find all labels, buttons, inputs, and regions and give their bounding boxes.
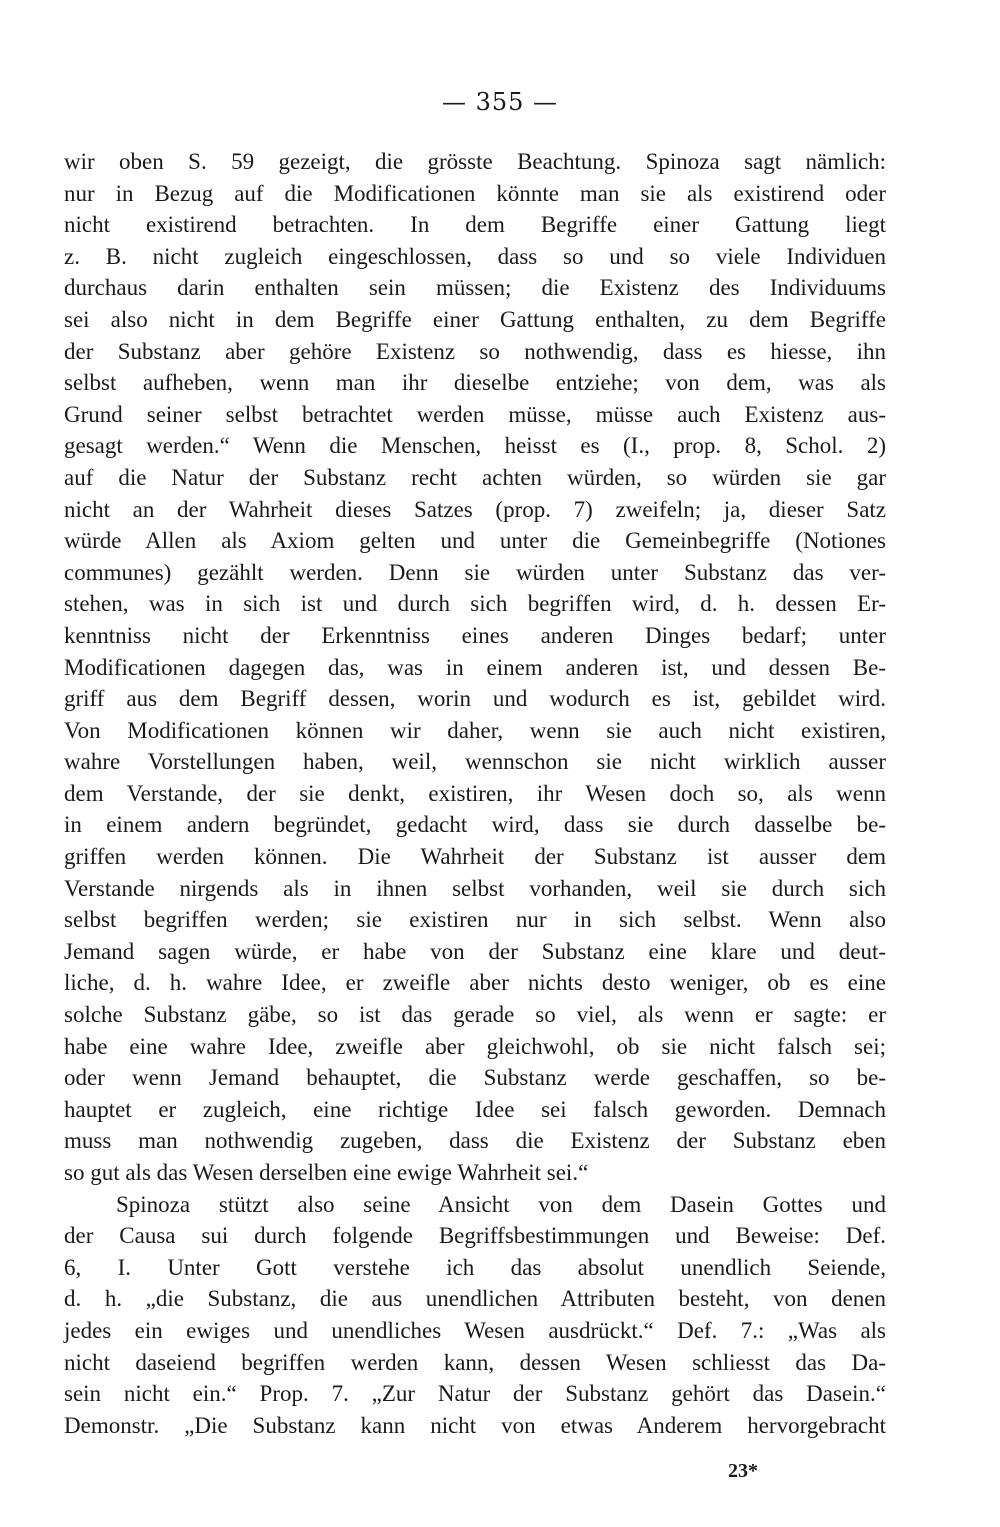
text-line: z. B. nicht zugleich eingeschlossen, dass so und so viele Individuen: [64, 243, 886, 269]
text-line: nicht an der Wahrheit dieses Satzes (prop. 7) zweifeln; ja, dieser Satz: [64, 496, 886, 522]
text-line: wir oben S. 59 gezeigt, die grösste Beachtung. Spinoza sagt nämlich:: [64, 149, 886, 174]
page-number: — 355 —: [441, 88, 559, 116]
text-line: 6, I. Unter Gott verstehe ich das absolut unendlich Seiende,: [64, 1254, 886, 1280]
text-line: oder wenn Jemand behauptet, die Substanz werde geschaffen, so be-: [64, 1065, 886, 1091]
text-line: Verstande nirgends als in ihnen selbst vorhanden, weil sie durch sich: [64, 875, 886, 901]
text-line: würde Allen als Axiom gelten und unter die Gemeinbegriffe (Notiones: [64, 528, 886, 554]
text-line: hauptet er zugleich, eine richtige Idee sei falsch geworden. Demnach: [64, 1096, 886, 1122]
text-line: durchaus darin enthalten sein müssen; die Existenz des Individuums: [64, 275, 886, 301]
text-line-paragraph-end: so gut als das Wesen derselben eine ewige Wahrheit sei.“: [64, 1160, 589, 1185]
page-body-text: [64, 146, 886, 1441]
text-line: sein nicht ein.“ Prop. 7. „Zur Natur der Substanz gehört das Dasein.“: [64, 1381, 886, 1407]
text-line: solche Substanz gäbe, so ist das gerade so viel, als wenn er sagte: er: [64, 1002, 886, 1028]
text-line: sei also nicht in dem Begriffe einer Gattung enthalten, zu dem Begriffe: [64, 306, 886, 332]
text-line: Von Modificationen können wir daher, wenn sie auch nicht existiren,: [64, 717, 886, 743]
text-line: Grund seiner selbst betrachtet werden müsse, müsse auch Existenz aus-: [64, 401, 886, 427]
text-line: griffen werden können. Die Wahrheit der Substanz ist ausser dem: [64, 844, 886, 870]
text-line: der Substanz aber gehöre Existenz so nothwendig, dass es hiesse, ihn: [64, 338, 886, 364]
text-line: selbst begriffen werden; sie existiren nur in sich selbst. Wenn also: [64, 907, 886, 933]
text-line: gesagt werden.“ Wenn die Menschen, heisst es (I., prop. 8, Schol. 2): [64, 433, 886, 459]
text-line: kenntniss nicht der Erkenntniss eines anderen Dinges bedarf; unter: [64, 622, 886, 648]
text-line: wahre Vorstellungen haben, weil, wennschon sie nicht wirklich ausser: [64, 749, 886, 775]
text-line: Demonstr. „Die Substanz kann nicht von etwas Anderem hervorgebracht: [64, 1412, 886, 1438]
text-line: communes) gezählt werden. Denn sie würden unter Substanz das ver-: [64, 559, 886, 585]
text-line: muss man nothwendig zugeben, dass die Existenz der Substanz eben: [64, 1128, 886, 1154]
text-line: auf die Natur der Substanz recht achten würden, so würden sie gar: [64, 464, 886, 490]
text-line: d. h. „die Substanz, die aus unendlichen Attributen besteht, von denen: [64, 1286, 886, 1312]
text-line: nicht daseiend begriffen werden kann, dessen Wesen schliesst das Da-: [64, 1349, 886, 1375]
text-line: Modificationen dagegen das, was in einem anderen ist, und dessen Be-: [64, 654, 886, 680]
signature-mark: 23*: [728, 1460, 758, 1482]
text-line: der Causa sui durch folgende Begriffsbestimmungen und Beweise: Def.: [64, 1223, 886, 1249]
text-line: in einem andern begründet, gedacht wird, dass sie durch dasselbe be-: [64, 812, 886, 838]
text-line: stehen, was in sich ist und durch sich begriffen wird, d. h. dessen Er-: [64, 591, 886, 617]
text-line: liche, d. h. wahre Idee, er zweifle aber nichts desto weniger, ob es eine: [64, 970, 886, 996]
text-line: nur in Bezug auf die Modificationen könnte man sie als existirend oder: [64, 180, 886, 206]
text-line-paragraph-start: Spinoza stützt also seine Ansicht von dem Dasein Gottes und: [116, 1191, 886, 1217]
text-line: dem Verstande, der sie denkt, existiren, ihr Wesen doch so, als wenn: [64, 780, 886, 806]
text-line: nicht existirend betrachten. In dem Begriffe einer Gattung liegt: [64, 212, 886, 238]
text-line: griff aus dem Begriff dessen, worin und wodurch es ist, gebildet wird.: [64, 686, 886, 712]
text-line: selbst aufheben, wenn man ihr dieselbe entziehe; von dem, was als: [64, 370, 886, 396]
text-line: jedes ein ewiges und unendliches Wesen ausdrückt.“ Def. 7.: „Was als: [64, 1317, 886, 1343]
text-line: Jemand sagen würde, er habe von der Substanz eine klare und deut-: [64, 938, 886, 964]
text-line: habe eine wahre Idee, zweifle aber gleichwohl, ob sie nicht falsch sei;: [64, 1033, 886, 1059]
